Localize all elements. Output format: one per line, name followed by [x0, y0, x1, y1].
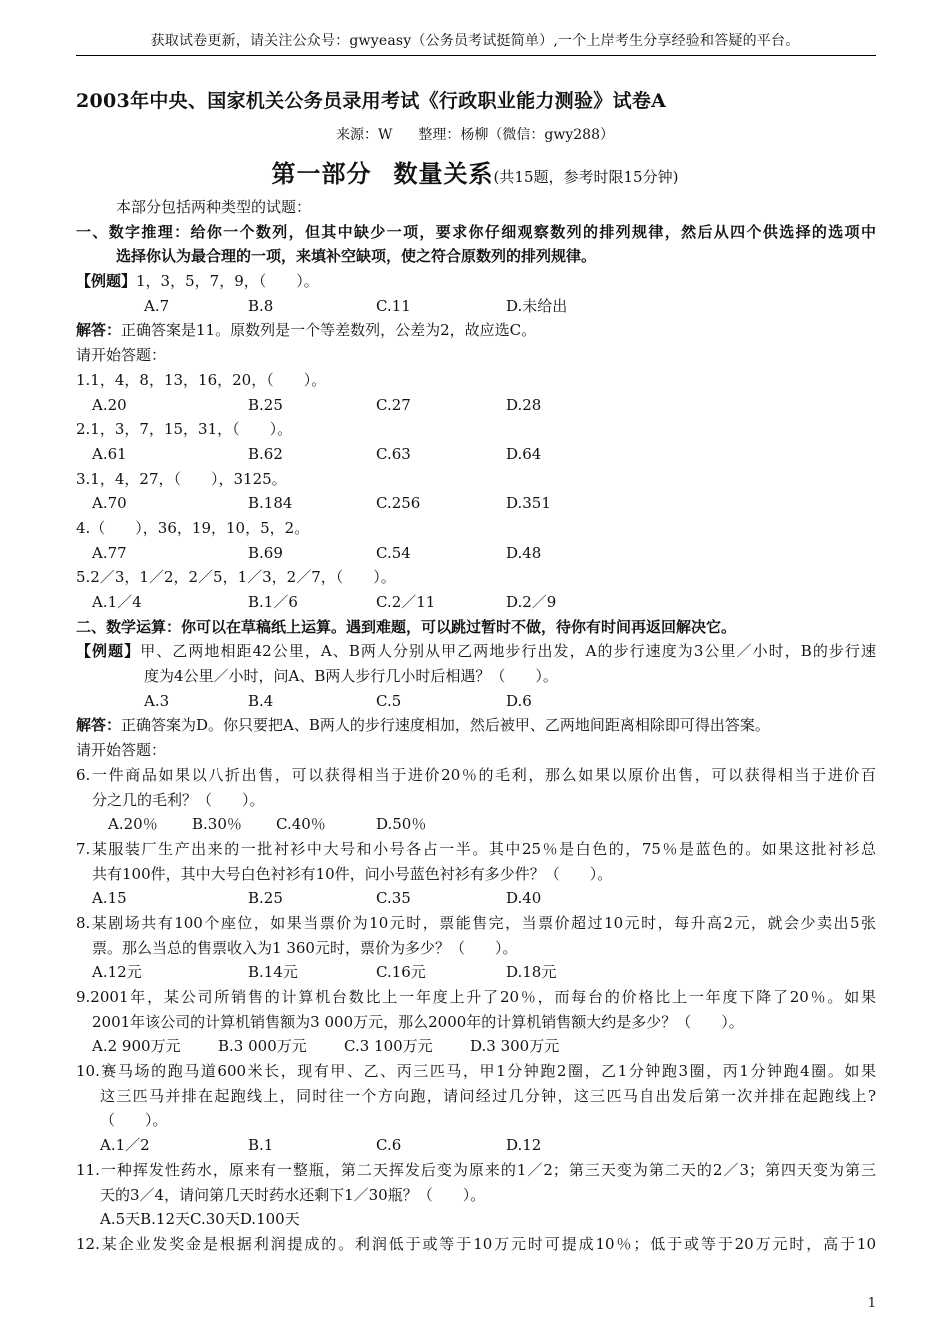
option-b: B.62 — [248, 444, 283, 463]
option-a: A.20％ — [108, 815, 158, 834]
option-d: D.64 — [506, 444, 542, 463]
question-7-line1: 7.某服装厂生产出来的一批衬衫中大号和小号各占一半。其中25％是白色的，75％是蓝色的。如果这批衬衫总 — [76, 839, 876, 858]
option-b: B.25 — [248, 395, 283, 414]
source-from: 来源：W — [336, 127, 393, 143]
header-divider — [76, 55, 876, 56]
option-c: C.40％ — [276, 815, 326, 834]
option-b: B.8 — [248, 296, 274, 315]
part-subject: 数量关系 — [393, 159, 494, 188]
section2-example-answer — [76, 713, 876, 738]
option-b: B.25 — [248, 889, 283, 908]
option-b: B.4 — [248, 691, 274, 710]
option-c: C.6 — [376, 1136, 402, 1155]
option-a: A.77 — [92, 543, 127, 562]
question-9-options — [76, 1034, 876, 1059]
option-c: C.3 100万元 — [344, 1037, 433, 1056]
header-note: 获取试卷更新，请关注公众号：gwyeasy（公务员考试挺简单）,一个上岸考生分享经验和答疑的平台。 — [150, 33, 800, 49]
question-3: 3.1，4，27，（ ），3125。 — [76, 469, 287, 488]
question-10-line3: （ ）。 — [100, 1111, 168, 1130]
option-a: A.15 — [92, 889, 127, 908]
answer-label: 解答： — [76, 716, 122, 735]
question-7-line2: 共有100件，其中大号白色衬衫有10件，问小号蓝色衬衫有多少件？（ ）。 — [92, 864, 613, 883]
example-text: 1，3，5，7，9，（ ）。 — [136, 272, 319, 291]
option-a: A.12元 — [92, 963, 142, 982]
question-5-options — [76, 590, 876, 615]
option-c: C.35 — [376, 889, 411, 908]
option-a: A.61 — [92, 444, 127, 463]
section1-start: 请开始答题： — [76, 346, 167, 365]
intro-text: 本部分包括两种类型的试题： — [116, 198, 312, 216]
option-b: B.69 — [248, 543, 283, 562]
option-b: B.3 000万元 — [218, 1037, 307, 1056]
page-number: 1 — [867, 1296, 876, 1311]
option-b: B.14元 — [248, 963, 298, 982]
option-b: B.1 — [248, 1136, 274, 1155]
section1-example — [76, 269, 876, 294]
section1-heading-line1: 一、数字推理：给你一个数列，但其中缺少一项，要求你仔细观察数列的排列规律，然后从四个供选择的选项中 — [76, 222, 876, 241]
part-name: 第一部分 — [271, 159, 372, 188]
option-d: D.6 — [506, 691, 532, 710]
option-b: B.30％ — [192, 815, 242, 834]
question-5: 5.2／3，1／2，2／5，1／3，2／7，（ ）。 — [76, 568, 396, 587]
answer-label: 解答： — [76, 321, 122, 340]
question-7-options — [76, 886, 876, 911]
option-c: C.256 — [376, 494, 421, 513]
example-text: 甲、乙两地相距42公里，A、B两人分别从甲乙两地步行出发，A的步行速度为3公里／小时，B的步行速 — [140, 642, 876, 661]
option-a: A.3 — [144, 691, 170, 710]
question-6-options — [76, 812, 876, 837]
option-d: D.50％ — [376, 815, 427, 834]
section1-example-answer — [76, 318, 876, 343]
question-9-line1: 9.2001年，某公司所销售的计算机台数比上一年度上升了20％，而每台的价格比上一年度下降了20％。如果 — [76, 988, 876, 1006]
option-c: C.11 — [376, 296, 411, 315]
question-11-line1: 11.一种挥发性药水，原来有一整瓶，第二天挥发后变为原来的1／2；第三天变为第二天的2／3；第四天变为第三 — [76, 1160, 876, 1179]
option-d: D.2／9 — [506, 593, 557, 611]
option-a: A.2 900万元 — [92, 1037, 181, 1056]
question-3-options — [76, 491, 876, 516]
option-d: D.40 — [506, 889, 542, 908]
option-d: D.48 — [506, 543, 542, 562]
question-10-line1: 10.赛马场的跑马道600米长，现有甲、乙、丙三匹马，甲1分钟跑2圈，乙1分钟跑3圈，丙1分钟跑4圈。如果 — [76, 1062, 876, 1081]
question-10-line2: 这三匹马并排在起跑线上，同时往一个方向跑，请问经过几分钟，这三匹马自出发后第一次并排在起跑线上? — [100, 1086, 876, 1105]
option-d: D.351 — [506, 494, 551, 513]
question-12-line1: 12.某企业发奖金是根据利润提成的。利润低于或等于10万元时可提成10％；低于或等于20万元时，高于10 — [76, 1234, 876, 1253]
question-11-line2: 天的3／4，请问第几天时药水还剩下1／30瓶？（ ）。 — [100, 1185, 486, 1204]
question-8-options — [76, 960, 876, 985]
question-2-options — [76, 442, 876, 467]
section2-example-line2: 度为4公里／小时，问A、B两人步行几小时后相遇？（ ）。 — [144, 667, 558, 686]
source-editor: 整理：杨柳（微信：gwy288） — [418, 127, 614, 143]
source-line — [0, 124, 950, 144]
document-title: 2003年中央、国家机关公务员录用考试《行政职业能力测验》试卷A — [76, 90, 667, 112]
question-2: 2.1，3，7，15，31，（ ）。 — [76, 420, 293, 439]
option-a: A.1／4 — [92, 593, 142, 611]
section2-heading: 二、数学运算：你可以在草稿纸上运算。遇到难题，可以跳过暂时不做，待你有时间再返回解决它。 — [76, 617, 737, 636]
question-8-line2: 票。那么当总的售票收入为1 360元时，票价为多少？（ ）。 — [92, 938, 518, 957]
question-9-line2: 2001年该公司的计算机销售额为3 000万元，那么2000年的计算机销售额大约是多少？（ ）。 — [92, 1012, 744, 1031]
option-b: B.1／6 — [248, 593, 298, 611]
part-note: (共15题，参考时限15分钟) — [493, 168, 679, 186]
question-11-options: A.5天B.12天C.30天D.100天 — [100, 1210, 300, 1229]
option-a: A.20 — [92, 395, 127, 414]
option-d: D.3 300万元 — [470, 1037, 560, 1056]
question-6-line1: 6.一件商品如果以八折出售，可以获得相当于进价20％的毛利，那么如果以原价出售，可以获得相当于进价百 — [76, 765, 876, 784]
option-c: C.2／11 — [376, 593, 436, 611]
example-label: 【例题】 — [76, 642, 141, 661]
part-heading — [0, 154, 950, 189]
option-c: C.5 — [376, 691, 402, 710]
option-d: D.12 — [506, 1136, 542, 1155]
option-d: D.28 — [506, 395, 542, 414]
answer-text: 正确答案为D。你只要把A、B两人的步行速度相加，然后被甲、乙两地间距离相除即可得出答案。 — [121, 716, 770, 735]
section1-example-options — [76, 294, 876, 319]
option-b: B.184 — [248, 494, 293, 513]
option-c: C.54 — [376, 543, 411, 562]
section2-start: 请开始答题： — [76, 741, 167, 760]
question-10-options — [76, 1133, 876, 1158]
option-a: A.70 — [92, 494, 127, 513]
question-8-line1: 8.某剧场共有100个座位，如果当票价为10元时，票能售完，当票价超过10元时，每升高2元，就会少卖出5张 — [76, 913, 876, 932]
section2-example-options — [76, 689, 876, 714]
option-d: D.18元 — [506, 963, 557, 982]
question-1-options — [76, 393, 876, 418]
option-d: D.未给出 — [506, 296, 568, 315]
option-a: A.1／2 — [100, 1136, 150, 1155]
section1-heading-line2: 选择你认为最合理的一项，来填补空缺项，使之符合原数列的排列规律。 — [116, 247, 597, 266]
question-4: 4.（ ），36，19，10，5，2。 — [76, 518, 310, 537]
option-a: A.7 — [144, 296, 170, 315]
option-c: C.63 — [376, 444, 411, 463]
question-1: 1.1，4，8，13，16，20，（ ）。 — [76, 370, 327, 389]
example-label: 【例题】 — [76, 272, 137, 291]
option-c: C.16元 — [376, 963, 426, 982]
section2-example-line1 — [76, 639, 876, 664]
option-c: C.27 — [376, 395, 411, 414]
answer-text: 正确答案是11。原数列是一个等差数列，公差为2，故应选C。 — [121, 321, 537, 340]
question-4-options — [76, 541, 876, 566]
document-body — [76, 195, 876, 1257]
question-6-line2: 分之几的毛利？（ ）。 — [92, 790, 265, 809]
